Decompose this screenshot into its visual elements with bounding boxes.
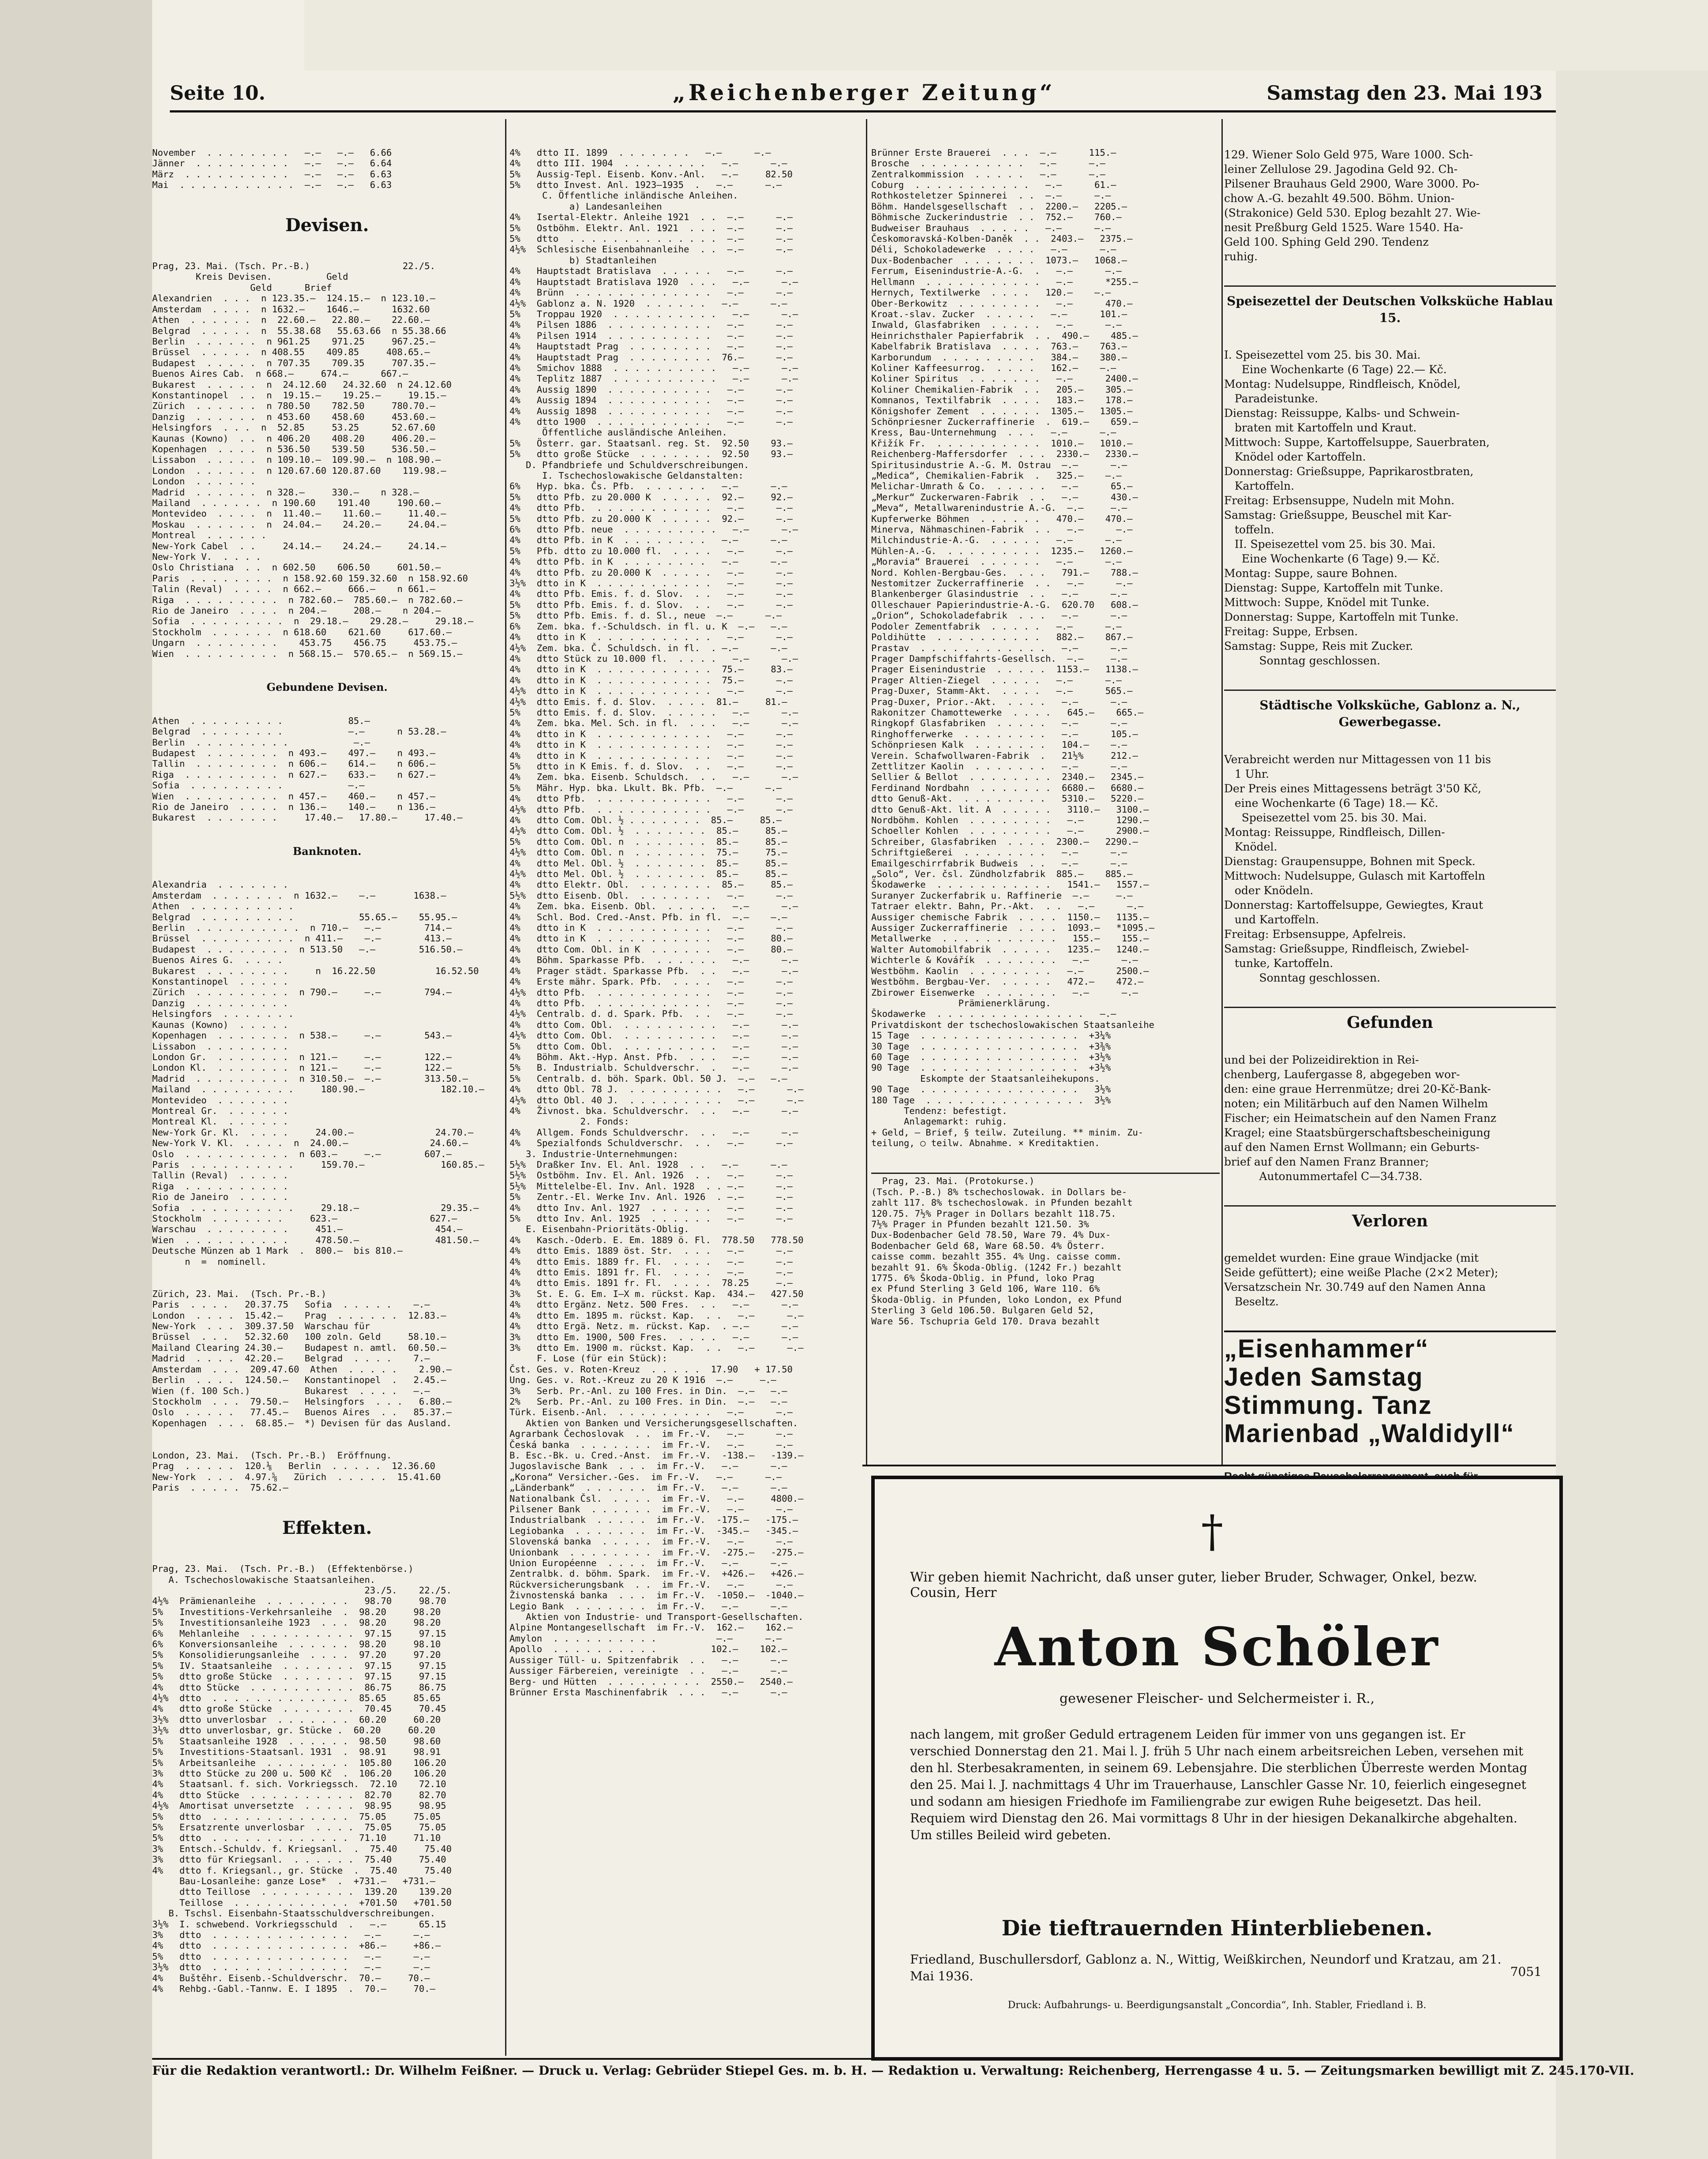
- death-notice: [871, 1476, 1563, 2061]
- banknoten-table: Alexandria . . . . . . . Amsterdam . . . . . . . n 1632.— —.— 1638.— Athen . . . . . . . . . . Belgrad . . . . . . . . . 55.65.— 55.95.— Berlin . . . . . . . . . . n 710.— —.— 714.— Brüssel . . . . . . . . . n 411.— —.— 413.— Budapest . . . . . . . . n 513.50 —.— 516.50.— Buenos Aires G. . . . . Bukarest . . . . . . . . n 16.22.50 16.52.50 Konstantinopel . . . . . Zürich . . . . . . . . . n 790.— —.— 794.— Danzig . . . . . . . . . Helsingfors . . . . . . . Kaunas (Kowno) . . . . . Kopenhagen . . . . . . . n 538.— —.— 543.— Lissabon . . . . . . . . London Gr. . . . . . . . n 121.— —.— 122.— London Kl. . . . . . . . n 121.— —.— 122.— Madrid . . . . . . . . . n 310.50.— —.— 313.50.— Mailand . . . . . . . . . 180.90.— 182.10.— Montevideo . . . . . . . Montreal Gr. . . . . . . Montreal Kl. . . . . . . New-York Gr. Kl. . . . . 24.00.— 24.70.— New-York V. Kl. . . . . n 24.00.— 24.60.— Oslo . . . . . . . . . . n 603.— —.— 607.— Paris . . . . . . . . . . 159.70.— 160.85.— Tallin (Reval) . . . . . Riga . . . . . . . . . . Rio de Janeiro . . . . . Sofia . . . . . . . . . . 29.18.— 29.35.— Stockholm . . . . . . . 623.— 627.— Warschau . . . . . . . . 451.— 454.— Wien . . . . . . . . . . 478.50.— 481.50.— Deutsche Münzen ab 1 Mark . 800.— bis 810.— n = nominell.: [152, 879, 484, 1267]
- protokurse-continued: 129. Wiener Solo Geld 975, Ware 1000. Sch- leiner Zellulose 29. Jagodina Geld 92. Ch- Pilsener Brauhaus Geld 2900, Ware 3000. Po- chow A.-G. bezahlt 49.500. Böhm. Union- (Strakonice) Geld 530. Eplog bezahlt 27. Wie- nesit Preßburg Geld 1525. Ware 1540. Ha- Geld 100. Sphing Geld 290. Tendenz ruhig.: [1224, 148, 1481, 263]
- volkskueche-heading: Städtische Volksküche, Gablonz a. N., Gewerbegasse.: [1224, 690, 1556, 731]
- protokurse-text: Prag, 23. Mai. (Protokurse.) (Tsch. P.-B.) 8% tschechoslowak. in Dollars be- zahlt 117. 8% tschechoslowak. in Pfunden bezahlt 120.75. 7½% Prager in Dollars bezahlt 118.75. 7½% Prager in Pfunden bezahlt 121.50. 3% Dux-Bodenbacher Geld 78.50, Ware 79. 4% Dux- Bodenbacher Geld 68, Ware 68.50. 4% Österr. caisse comm. bezahlt 355. 4% Ung. caisse comm. bezahlt 91. 6% Škoda-Oblig. (1242 Fr.) bezahlt 1775. 6% Škoda-Oblig. in Pfund, loko Prag ex Pfund Sterling 3 Geld 106, Ware 110. 6% Škoda-Oblig. in Pfunden, loko London, ex Pfund Sterling 3 Geld 106.50. Bulgaren Geld 52, Ware 56. Tschupria Geld 170. Drava bezahlt: [871, 1173, 1220, 1327]
- column-2-bonds-shares: [509, 126, 862, 2144]
- zurich-rates: Zürich, 23. Mai. (Tsch. Pr.-B.) Paris . . . . 20.37.75 Sofia . . . . . —.— London . . . . 15.42.— Prag . . . . . . 12.83.— New-York . . . 309.37.50 Warschau für Brüssel . . . 52.32.60 100 zoln. Geld 58.10.— Mailand Clearing 24.30.— Budapest n. amtl. 60.50.— Madrid . . . . 42.20.— Belgrad . . . . 7.— Amsterdam . . . 209.47.60 Athen . . . . . 2.90.— Berlin . . . . 124.50.— Konstantinopel . 2.45.— Wien (f. 100 Sch.) Bukarest . . . . —.— Stockholm . . . 79.50.— Helsingfors . . . 6.80.— Oslo . . . . . 77.45.— Buenos Aires . . 85.37.— Kopenhagen . . . 68.85.— *) Devisen für das Ausland.: [152, 1288, 452, 1428]
- column-3-industrial-shares: [871, 126, 1220, 1467]
- printer-credit: Druck: Aufbahrungs- u. Beerdigungsanstalt „Concordia“, Inh. Stabler, Friedland i. B.: [1008, 2000, 1427, 2011]
- devisen-table: Prag, 23. Mai. (Tsch. Pr.-B.) 22./5. Kreis Devisen. Geld Geld Brief Alexandrien . . . n 123.35.— 124.15.— n 123.10.— Amsterdam . . . . n 1632.— 1646.— 1632.60 Athen . . . . . . n 22.60.— 22.80.— 22.60.— Belgrad . . . . . n 55.38.68 55.63.66 n 55.38.66 Berlin . . . . . . n 961.25 971.25 967.25.— Brüssel . . . . . n 408.55 409.85 408.65.— Budapest . . . . . n 707.35 709.35 707.35.— Buenos Aires Cab. n 668.— 674.— 667.— Bukarest . . . . . n 24.12.60 24.32.60 n 24.12.60 Konstantinopel . . n 19.15.— 19.25.— 19.15.— Zürich . . . . . . n 780.50 782.50 780.70.— Danzig . . . . . . n 453.60 458.60 453.60.— Helsingfors . . . n 52.85 53.25 52.67.60 Kaunas (Kowno) . . n 406.20 408.20 406.20.— Kopenhagen . . . . n 536.50 539.50 536.50.— Lissabon . . . . . n 109.10.— 109.90.— n 108.90.— London . . . . . . n 120.67.60 120.87.60 119.98.— London . . . . . . Madrid . . . . . . n 328.— 330.— n 328.— Mailand . . . . . . n 190.60 191.40 190.60.— Montevideo . . . . n 11.40.— 11.60.— 11.40.— Moskau . . . . . . n 24.04.— 24.20.— 24.04.— Montreal . . . . . . New-York Cabel . . 24.14.— 24.24.— 24.14.— New-York V. . . . . Oslo Christiana . . n 602.50 606.50 601.50.— Paris . . . . . . . . n 158.92.60 159.32.60 n 158.92.60 Talin (Reval) . . . . n 662.— 666.— n 661.— Riga . . . . . . . . . n 782.60.— 785.60.— n 782.60.— Rio de Janeiro . . . . n 204.— 208.— n 204.— Sofia . . . . . . . . . n 29.18.— 29.28.— 29.18.— Stockholm . . . . . . n 618.60 621.60 617.60.— Ungarn . . . . . . . . 453.75 456.75 453.75.— Wien . . . . . . . . . n 568.15.— 570.65.— n 569.15.—: [152, 261, 474, 659]
- bonds-table: 4% dtto II. 1899 . . . . . . . —.— —.— 4% dtto III. 1904 . . . . . . . . —.— —.— 5% Aussig-Tepl. Eisenb. Konv.-Anl. —.— 82.50 5% dtto Invest. Anl. 1923—1935 . —.— —.— C. Öffentliche inländische Anleihen. a) Landesanleihen 4% Isertal-Elektr. Anleihe 1921 . . —.— —.— 5% Ostböhm. Elektr. Anl. 1921 . . . —.— —.— 5% dtto . . . . . . . . . . . . . . —.— —.— 4½% Schlesische Eisenbahnanleihe . . —.— —.— b) Stadtanleihen 4% Hauptstadt Bratislava . . . . . —.— —.— 4% Hauptstadt Bratislava 1920 . . . —.— —.— 4% Brünn . . . . . . . . . . . . . —.— —.— 4½% Gablonz a. N. 1920 . . . . . . —.— —.— 5% Troppau 1920 . . . . . . . . . . —.— —.— 4% Pilsen 1886 . . . . . . . . . . —.— —.— 4% Pilsen 1914 . . . . . . . . . . —.— —.— 4% Hauptstadt Prag . . . . . . . . —.— —.— 4% Hauptstadt Prag . . . . . . . . 76.— —.— 4% Smichov 1888 . . . . . . . . . . —.— —.— 4% Teplitz 1887 . . . . . . . . . . —.— —.— 4% Aussig 1890 . . . . . . . . . . —.— —.— 4% Aussig 1894 . . . . . . . . . . —.— —.— 4% Aussig 1898 . . . . . . . . . . —.— —.— 4% dtto 1900 . . . . . . . . . . . —.— —.— Öffentliche ausländische Anleihen. 5% Österr. gar. Staatsanl. reg. St. 92.50 93.— 5% dtto große Stücke . . . . . . . 92.50 93.— D. Pfandbriefe und Schuldverschreibungen. I. Tschechoslowakische Geldanstalten: 6% Hyp. bka. Čs. Pfb. . . . . . . —.— —.— 5% dtto Pfb. zu 20.000 K . . . . . 92.— 92.— 4% dtto Pfb. . . . . . . . . . . . —.— —.— 5% dtto Pfb. zu 20.000 K . . . . . 92.— —.— 6% dtto Pfb. neue . . . . . . . . . —.— —.— 4% dtto Pfb. in K . . . . . . . . —.— —.— 5% Pfb. dtto zu 10.000 fl. . . . . —.— —.— 4% dtto Pfb. in K . . . . . . . . —.— —.— 4% dtto Pfb. zu 20.000 K . . . . . —.— —.— 3½% dtto in K . . . . . . . . . . . —.— —.— 4% dtto Pfb. Emis. f. d. Slov. . . —.— —.— 5% dtto Pfb. Emis. f. d. Slov. . . —.— —.— 5% dtto Pfb. Emis. f. d. Sl., neue —.— —.— 6% Zem. bka. f.-Schuldsch. in fl. u. K —.— —.— 4% dtto in K . . . . . . . . . . . —.— —.— 4½% Zem. bka. Č. Schuldsch. in fl. . —.— —.— 4% dtto Stück zu 10.000 fl. . . . . —.— —.— 4% dtto in K . . . . . . . . . . . 75.— 83.— 4% dtto in K . . . . . . . . . . . 75.— —.— 4½% dtto in K . . . . . . . . . . . —.— —.— 4½% dtto Emis. f. d. Slov. . . . . 81.— 81.— 5% dtto Emis. f. d. Slov. . . . . . —.— —.— 4% Zem. bka. Mel. Sch. in fl. . . . —.— —.— 4% dtto in K . . . . . . . . . . . —.— —.— 4% dtto in K . . . . . . . . . . . —.— —.— 4% dtto in K . . . . . . . . . . . —.— —.— 5% dtto in K Emis. f. d. Slov. . . —.— —.— 4% Zem. bka. Eisenb. Schuldsch. . . —.— —.— 5% Mähr. Hyp. bka. Lkult. Bk. Pfb. —.— —.— 4% dtto Pfb. . . . . . . . . . . . —.— —.— 4½% dtto Pfb. . . . . . . . . . . . —.— —.— 4% dtto Com. Obl. ½ . . . . . . . 85.— 85.— 4½% dtto Com. Obl. ½ . . . . . . . 85.— 85.— 5% dtto Com. Obl. n . . . . . . . 85.— 85.— 4½% dtto Com. Obl. n . . . . . . . 75.— 75.— 4% dtto Mel. Obl. ½ . . . . . . . 85.— 85.— 4½% dtto Mel. Obl. ½ . . . . . . . 85.— 85.— 4% dtto Elektr. Obl. . . . . . . . 85.— 85.— 5½% dtto Eisenb. Obl. . . . . . . . —.— —.— 4% Zem. bka. Eisenb. Obl. . . . . . —.— —.— 4% Schl. Bod. Cred.-Anst. Pfb. in fl. —.— —.— 4% dtto in K . . . . . . . . . . . —.— —.— 4% dtto in K . . . . . . . . . . . —.— 80.— 4% dtto Com. Obl. in K . . . . . . —.— 80.— 4% Böhm. Sparkasse Pfb. . . . . . . —.— —.— 4% Prager städt. Sparkasse Pfb. . . —.— —.— 4% Erste mähr. Spark. Pfb. . . . . —.— —.— 4½% dtto Pfb. . . . . . . . . . . . —.— —.— 4% dtto Pfb. . . . . . . . . . . . —.— —.— 4½% Centralb. d. d. Spark. Pfb. . . —.— —.— 4% dtto Com. Obl. . . . . . . . . . —.— —.— 4½% dtto Com. Obl. . . . . . . . . . —.— —.— 5% dtto Com. Obl. . . . . . . . . . —.— —.— 4% Böhm. Akt.-Hyp. Anst. Pfb. . . . —.— —.— 5% B. Industrialb. Schuldverschr. . —.— —.— 5% Centralb. d. böh. Spark. Obl. 50 J. —.— —.— 4% dtto Obl. 78 J. . . . . . . . . . —.— —.— 4½% dtto Obl. 40 J. . . . . . . . . . —.— —.— 4% Živnost. bka. Schuldverschr. . . —.— —.— 2. Fonds: 4% Allgem. Fonds Schuldverschr. . . —.— —.— 4% Spezialfonds Schuldverschr. . . —.— —.— 3. Industrie-Unternehmungen: 5½% Draßker Inv. El. Anl. 1928 . . —.— —.— 5½% Ostböhm. Inv. El. Anl. 1926 . . —.— —.— 5½% Mittelelbe-El. Inv. Anl. 1928 . . —.— —.— 5% Zentr.-El. Werke Inv. Anl. 1926 . —.— —.— 4% dtto Inv. Anl. 1927 . . . . . . —.— —.— 5% dtto Inv. Anl. 1925 . . . . . . —.— —.— E. Eisenbahn-Prioritäts-Oblig. 4% Kasch.-Oderb. E. Em. 1889 ö. Fl. 778.50 778.50 4% dtto Emis. 1889 öst. Str. . . . —.— —.— 4% dtto Emis. 1889 fr. Fl. . . . . —.— —.— 4% dtto Emis. 1891 fr. Fl. . . . . —.— —.— 4% dtto Emis. 1891 fr. Fl. . . . . 78.25 —.— 3% St. E. G. Em. I—X m. rückst. Kap. 434.— 427.50 4% dtto Ergänz. Netz. 500 Fres. . . —.— —.— 4% dtto Em. 1895 m. rückst. Kap. . . —.— —.— 4% dtto Ergä. Netz. m. rückst. Kap. . —.— —.— 3% dtto Em. 1900, 500 Fres. . . . . —.— —.— 3% dtto Em. 1900 m. rückst. Kap. . . —.— —.— F. Lose (für ein Stück): Čst. Ges. v. Roten-Kreuz . . . . . 17.90 + 17.50 Ung. Ges. v. Rot.-Kreuz zu 20 K 1916 —.— —.— 3% Serb. Pr.-Anl. zu 100 Fres. in Din. —.— —.— 2% Serb. Pr.-Anl. zu 100 Fres. in Din. —.— —.— Türk. Eisenb.-Anl. . . . . . . . . . —.— —.— Aktien von Banken und Versicherungsgesellschaften. Agrarbank Čechoslovak . . im Fr.-V. —.— —.— Česká banka . . . . . . . im Fr.-V. —.— —.— B. Esc.-Bk. u. Cred.-Anst. im Fr.-V. -138.— -139.— Jugoslavische Bank . . . im Fr.-V. —.— —.— „Korona“ Versicher.-Ges. im Fr.-V. —.— —.— „Länderbank“ . . . . . . im Fr.-V. —.— —.— Nationalbank Čsl. . . . . im Fr.-V. —.— 4800.— Pilsener Bank . . . . . . im Fr.-V. —.— —.— Industrialbank . . . . . im Fr.-V. -175.— -175.— Legiobanka . . . . . . . im Fr.-V. -345.— -345.— Slovenská banka . . . . . im Fr.-V. —.— —.— Unionbank . . . . . . . . im Fr.-V. -275.— -275.— Union Européenne . . . . im Fr.-V. —.— —.— Zentralbk. d. böhm. Spark. im Fr.-V. +426.— +426.— Rückversicherungsbank . . im Fr.-V. —.— —.— Živnostenská banka . . . im Fr.-V. -1050.— -1040.— Legio Bank . . . . . . . im Fr.-V. —.— —.— Aktien von Industrie- und Transport-Gesellschaften. Alpine Montangesellschaft im Fr.-V. 162.— 162.— Amylon . . . . . . . . . . —.— —.— Apollo . . . . . . . . . . 102.— 102.— Aussiger Tüll- u. Spitzenfabrik . . —.— —.— Aussiger Färbereien, vereinigte . . —.— —.— Berg- und Hütten . . . . . . . . . 2550.— 2540.— Brünner Ersta Maschinenfabrik . . . —.— —.—: [509, 147, 804, 1698]
- death-notice-text: nach langem, mit großer Geduld ertragenem Leiden für immer von uns gegangen ist. Er verschied Donnerstag den 21. Mai l. J. früh 5 Uhr nach einem arbeitsreichen Leben, versehen mit den hl. Sterbesakramenten, in seinem 69. Lebensjahre. Die sterblichen Überreste werden Montag den 25. Mai l. J. nachmittags 4 Uhr im Trauerhause, Lanschler Gasse Nr. 10, feierlich eingesegnet und sodann am hiesigen Friedhofe im Familiengrabe zur ewigen Ruhe beigesetzt. Das heil. Requiem wird Dienstag den 26. Mai vormittags 8 Uhr in der hiesigen Dekanalkirche abgehalten. Um stilles Beileid wird gebeten.: [910, 1727, 1528, 1842]
- effekten-table: Prag, 23. Mai. (Tsch. Pr.-B.) (Effektenbörse.) A. Tschechoslowakische Staatsanleihen. 23./5. 22./5. 4½% Prämienanleihe . . . . . . . . 98.70 98.70 5% Investitions-Verkehrsanleihe . 98.20 98.20 5% Investitionsanleihe 1923 . . . 98.20 98.20 6% Mehlanleihe . . . . . . . . . . 97.15 97.15 6% Konversionsanleihe . . . . . . 98.20 98.10 5% Konsolidierungsanleihe . . . . 97.20 97.20 5% IV. Staatsanleihe . . . . . . . 97.15 97.15 5% dtto große Stücke . . . . . . . 97.15 97.15 4% dtto Stücke . . . . . . . . . . 86.75 86.75 4½% dtto . . . . . . . . . . . . . 85.65 85.65 4% dtto große Stücke . . . . . . . 70.45 70.45 3½% dtto unverlosbar . . . . . . . 60.20 60.20 3½% dtto unverlosbar, gr. Stücke . 60.20 60.20 5% Staatsanleihe 1928 . . . . . . 98.50 98.60 5% Investitions-Staatsanl. 1931 . 98.91 98.91 5% Arbeitsanleihe . . . . . . . . 105.80 106.20 3% dtto Stücke zu 200 u. 500 Kč . 106.20 106.20 4% Staatsanl. f. sich. Vorkriegssch. 72.10 72.10 4% dtto Stücke . . . . . . . . . . 82.70 82.70 4½% Amortisat unversetzte . . . . . 98.95 98.95 5% dtto . . . . . . . . . . . . . 75.05 75.05 5% Ersatzrente unverlosbar . . . . 75.05 75.05 5% dtto . . . . . . . . . . . . . 71.10 71.10 3% Entsch.-Schuldv. f. Kriegsanl. . 75.40 75.40 3% dtto für Kriegsanl. . . . . . . 75.40 75.40 4% dtto f. Kriegsanl., gr. Stücke . 75.40 75.40 Bau-Losanleihe: ganze Lose* . +731.— +731.— dtto Teillose . . . . . . . . . 139.20 139.20 Teillose . . . . . . . . . . . +701.50 +701.50 B. Tschsl. Eisenbahn-Staatsschuldverschreibungen. 3½% I. schwebend. Vorkriegsschuld . —.— 65.15 3% dtto . . . . . . . . . . . . . —.— —.— 4% dtto . . . . . . . . . . . . . +86.— +86.— 5% dtto . . . . . . . . . . . . . —.— —.— 3½% dtto . . . . . . . . . . . . . —.— —.— 4% Buštěhr. Eisenb.-Schuldverschr. 70.— 70.— 4% Rehbg.-Gabl.-Tannw. E. I 1895 . 70.— 70.—: [152, 1563, 452, 1994]
- eisenhammer-advert-headline: „Eisenhammer“ Jeden Samstag Stimmung. Tanz Marienbad „Waldidyll“: [1224, 1331, 1556, 1448]
- death-notice-intro: Wir geben hiemit Nachricht, daß unser guter, lieber Bruder, Schwager, Onkel, bezw. Cousin, Herr: [910, 1570, 1477, 1601]
- industrial-shares-table: Brünner Erste Brauerei . . . —.— 115.— Brosche . . . . . . . . . . —.— —.— Zentralkommission . . . . . —.— —.— Coburg . . . . . . . . . . . —.— 61.— Rothkosteletzer Spinnerei . . —.— —.— Böhm. Handelsgesellschaft . . 2200.— 2205.— Böhmische Zuckerindustrie . . 752.— 760.— Budweiser Brauhaus . . . . . —.— —.— Českomoravská-Kolben-Daněk . . 2403.— 2375.— Déli, Schokoladewerke . . . . —.— —.— Dux-Bodenbacher . . . . . . . 1073.— 1068.— Ferrum, Eisenindustrie-A.-G. . —.— —.— Hellmann . . . . . . . . . . . —.— *255.— Hernych, Textilwerke . . . . 120.— —.— Ober-Berkowitz . . . . . . . . —.— 470.— Kroat.-slav. Zucker . . . . . —.— 101.— Inwald, Glasfabriken . . . . . —.— —.— Heinrichsthaler Papierfabrik . . 490.— 485.— Kabelfabrik Bratislava . . . . 763.— 763.— Karborundum . . . . . . . . . 384.— 380.— Koliner Kaffeesurrog. . . . . 162.— —.— Koliner Spiritus . . . . . . . —.— 2400.— Koliner Chemikalien-Fabrik . . 205.— 305.— Komnanos, Textilfabrik . . . . 183.— 178.— Königshofer Zement . . . . . . 1305.— 1305.— Schönpriesner Zuckerraffinerie . 619.— 659.— Kress, Bau-Unternehmung . . . —.— —.— Křižík Fr. . . . . . . . . . . 1010.— 1010.— Reichenberg-Maffersdorfer . . . 2330.— 2330.— Spiritusindustrie A.-G. M. Ostrau —.— —.— „Medica“, Chemikalien-Fabrik . 325.— —.— Melichar-Umrath & Co. . . . . . —.— 65.— „Merkur“ Zuckerwaren-Fabrik . . —.— 430.— „Meva“, Metallwarenindustrie A.-G. —.— —.— Kupferwerke Böhmen . . . . . . 470.— 470.— Minerva, Nähmaschinen-Fabrik . . —.— —.— Milchindustrie-A.-G. . . . . . —.— —.— Mühlen-A.-G. . . . . . . . . . 1235.— 1260.— „Moravia“ Brauerei . . . . . . —.— —.— Nord. Kohlen-Bergbau-Ges. . . . 791.— 788.— Nestomitzer Zuckerraffinerie . . —.— —.— Blankenberger Glasindustrie . . —.— —.— Olleschauer Papierindustrie-A.-G. 620.70 608.— „Orion“, Schokoladefabrik . . . —.— —.— Podoler Zementfabrik . . . . . —.— —.— Poldihütte . . . . . . . . . . 882.— 867.— Prastav . . . . . . . . . . . . —.— —.— Prager Dampfschiffahrts-Gesellsch. —.— —.— Prager Eisenindustrie . . . . . 1153.— 1138.— Prager Altien-Ziegel . . . . . —.— —.— Prag-Duxer, Stamm-Akt. . . . . —.— 565.— Prag-Duxer, Prior.-Akt. . . . . —.— —.— Rakonitzer Chamottewerke . . . . 645.— 665.— Ringkopf Glasfabriken . . . . . —.— —.— Ringhofferwerke . . . . . . . . —.— 105.— Schönpriesen Kalk . . . . . . . 104.— —.— Verein. Schafwollwaren-Fabrik . 21½% 212.— Zettlitzer Kaolin . . . . . . . —.— —.— Sellier & Bellot . . . . . . . . 2340.— 2345.— Ferdinand Nordbahn . . . . . . . 6680.— 6680.— dtto Genuß-Akt. . . . . . . . . 5310.— 5220.— dtto Genuß-Akt. lit. A . . . . . 3110.— 3100.— Nordböhm. Kohlen . . . . . . . . —.— 1290.— Schoeller Kohlen . . . . . . . . —.— 2900.— Schreiber, Glasfabriken . . . . 2300.— 2290.— Schriftgießerei . . . . . . . . —.— —.— Emailgeschirrfabrik Budweis . . —.— —.— „Solo“, Ver. čsl. Zündholzfabrik 885.— 885.— Škodawerke . . . . . . . . . . . 1541.— 1557.— Suranyer Zuckerfabrik u. Raffinerie —.— —.— Tatraer elektr. Bahn, Pr.-Akt. . . —.— —.— Aussiger chemische Fabrik . . . . 1150.— 1135.— Aussiger Zuckerraffinerie . . . . 1093.— *1095.— Metallwerke . . . . . . . . . . . 155.— 155.— Walter Automobilfabrik . . . . . 1235.— 1240.— Wichterle & Kovářík . . . . . . . —.— —.— Westböhm. Kaolin . . . . . . . . —.— 2500.— Westböhm. Bergbau-Ver. . . . . . 472.— 472.— Zbirower Eisenwerke . . . . . . . —.— —.— Prämienerklärung. Škodawerke . . . . . . . . . . . . . . —.— Privatdiskont der tschechoslowakischen Staatsanleihe 15 Tage . . . . . . . . . . . . . . . +3¼% 30 Tage . . . . . . . . . . . . . . . +3⅜% 60 Tage . . . . . . . . . . . . . . . +3½% 90 Tage . . . . . . . . . . . . . . . +3½% Eskompte der Staatsanleihekupons. 90 Tage . . . . . . . . . . . . . . . 3½% 180 Tage . . . . . . . . . . . . . . . 3½% Tendenz: befestigt. Anlagemarkt: ruhig. + Geld, — Brief, § teilw. Zuteilung. ** minim. Zu- teilung, ○ teilw. Abnahme. × Kreditaktien.: [871, 147, 1154, 1149]
- gebundene-heading: Gebundene Devisen.: [266, 680, 388, 693]
- deceased-occupation: gewesener Fleischer- und Selchermeister i. R.,: [1059, 1691, 1375, 1706]
- page-header: [170, 79, 1556, 112]
- banknoten-heading: Banknoten.: [292, 844, 362, 858]
- deceased-name: Anton Schöler: [994, 1616, 1440, 1678]
- column-rule: [1221, 119, 1223, 1465]
- ad-number: 7051: [1510, 1964, 1542, 1979]
- futures-list: November . . . . . . . . —.— —.— 6.66 Jänner . . . . . . . . . —.— —.— 6.64 März . . . . . . . . . . —.— —.— 6.63 Mai . . . . . . . . . . . —.— —.— 6.63: [152, 147, 392, 191]
- column-1-exchange-rates: [152, 126, 502, 2144]
- gefunden-text: und bei der Polizeidirektion in Rei- chenberg, Laufergasse 8, abgegeben wor- den: eine graue Herrenmütze; drei 20-Kč-Bank- noten; ein Militärbuch auf den Namen Wilhelm Fischer; ein Heimatschein auf den Namen Franz Kragel; eine Staatsbürgerschaftsbescheinigung auf den Namen Ernst Wollmann; ein Geburts- brief auf den Namen Franz Branner; Autonummertafel C—34.738.: [1224, 1053, 1497, 1183]
- london-rates: London, 23. Mai. (Tsch. Pr.-B.) Eröffnung. Prag . . . . . 120.⅛ Berlin . . . . . 12.36.60 New-York . . . 4.97.⅝ Zürich . . . . . 15.41.60 Paris . . . . . 75.62.—: [152, 1450, 441, 1493]
- column-rule: [866, 119, 867, 1465]
- page-footer: Für die Redaktion verantwortl.: Dr. Wilhelm Feißner. — Druck u. Verlag: Gebrüder Stiepel Ges. m. b. H. — Redaktion u. Verwaltung: Reichenberg, Herrengasse 4 u. 5. — Zeitungsmarken bewilligt mit Z. 245.170-VII.: [152, 2058, 1556, 2084]
- speisezettel-text: I. Speisezettel vom 25. bis 30. Mai. Eine Wochenkarte (6 Tage) 22.— Kč. Montag: Nudelsuppe, Rindfleisch, Knödel, Paradeistunke. Dienstag: Reissuppe, Kalbs- und Schwein- braten mit Kartoffeln und Kraut. Mittwoch: Suppe, Kartoffelsuppe, Sauerbraten, Knödel oder Kartoffeln. Donnerstag: Grießsuppe, Paprikarostbraten, Kartoffeln. Freitag: Erbsensuppe, Nudeln mit Mohn. Samstag: Grießsuppe, Beuschel mit Kar- toffeln. II. Speisezettel vom 25. bis 30. Mai. Eine Wochenkarte (6 Tage) 9.— Kč. Montag: Suppe, saure Bohnen. Dienstag: Suppe, Kartoffeln mit Tunke. Mittwoch: Suppe, Knödel mit Tunke. Donnerstag: Suppe, Kartoffeln mit Tunke. Freitag: Suppe, Erbsen. Samstag: Suppe, Reis mit Zucker. Sonntag geschlossen.: [1224, 349, 1490, 667]
- column-rule: [505, 119, 506, 2056]
- gefunden-heading: Gefunden: [1224, 1007, 1556, 1031]
- cross-icon: †: [1201, 1506, 1223, 1557]
- speisezettel-heading: Speisezettel der Deutschen Volksküche Hablau 15.: [1224, 285, 1556, 326]
- issue-date: Samstag den 23. Mai 193: [1266, 82, 1543, 105]
- volkskueche-text: Verabreicht werden nur Mittagessen von 11 bis 1 Uhr. Der Preis eines Mittagessens beträgt 3'50 Kč, eine Wochenkarte (6 Tage) 18.— Kč. Speisezettel vom 25. bis 30. Mai. Montag: Reissuppe, Rindfleisch, Dillen- Knödel. Dienstag: Graupensuppe, Bohnen mit Speck. Mittwoch: Nudelsuppe, Gulasch mit Kartoffeln oder Knödeln. Donnerstag: Kartoffelsuppe, Gewiegtes, Kraut und Kartoffeln. Freitag: Erbsensuppe, Apfelreis. Samstag: Grießsuppe, Rindfleisch, Zwiebel- tunke, Kartoffeln. Sonntag geschlossen.: [1224, 753, 1491, 985]
- top-margin: [304, 0, 1708, 71]
- scan-margin: [0, 0, 152, 2159]
- verloren-heading: Verloren: [1224, 1205, 1556, 1229]
- gebundene-table: Athen . . . . . . . . . 85.— Belgrad . . . . . . . . —.— n 53.28.— Berlin . . . . . . . . . —.— Budapest . . . . . . . n 493.— 497.— n 493.— Tallin . . . . . . . . n 606.— 614.— n 606.— Riga . . . . . . . . . n 627.— 633.— n 627.— Sofia . . . . . . . . . —.— Wien . . . . . . . . . n 457.— 460.— n 457.— Rio de Janeiro . . . . n 136.— 140.— n 136.— Bukarest . . . . . . . 17.40.— 17.80.— 17.40.—: [152, 715, 463, 823]
- verloren-text: gemeldet wurden: Eine graue Windjacke (mit Seide gefüttert); eine weiße Plache (2×2 Meter); Versatzschein Nr. 30.749 auf den Namen Anna Beseltz.: [1224, 1252, 1498, 1308]
- masthead: „Reichenberger Zeitung“: [673, 79, 1056, 105]
- page-number: Seite 10.: [170, 82, 266, 105]
- devisen-heading: Devisen.: [285, 215, 369, 236]
- bereaved-places: Friedland, Buschullersdorf, Gablonz a. N., Wittig, Weißkirchen, Neundorf und Kratzau, am 21. Mai 1936.: [910, 1952, 1502, 1983]
- bereaved-family: Die tieftrauernden Hinterbliebenen.: [1001, 1916, 1433, 1941]
- section-rule: [862, 1465, 1556, 1466]
- effekten-heading: Effekten.: [282, 1518, 372, 1539]
- column-4-notices: [1224, 126, 1556, 1467]
- newspaper-page: [152, 0, 1634, 2159]
